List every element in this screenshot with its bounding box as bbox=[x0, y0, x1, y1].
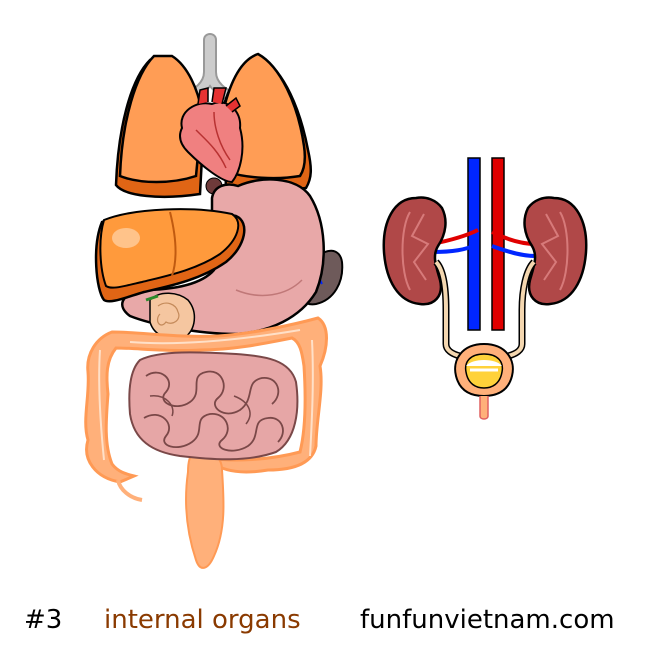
image-title: internal organs bbox=[104, 605, 301, 635]
image-number: #3 bbox=[24, 605, 63, 635]
pancreas-icon bbox=[146, 293, 194, 339]
digestive-system-figure bbox=[86, 34, 343, 568]
small-intestine-icon bbox=[129, 352, 297, 459]
left-kidney-icon bbox=[384, 197, 446, 304]
website-label: funfunvietnam.com bbox=[360, 605, 615, 635]
ureters-icon bbox=[436, 262, 534, 356]
bladder-icon bbox=[455, 344, 513, 419]
right-kidney-icon bbox=[525, 197, 587, 304]
urinary-system-figure bbox=[384, 158, 586, 419]
caption-bar bbox=[0, 600, 659, 640]
